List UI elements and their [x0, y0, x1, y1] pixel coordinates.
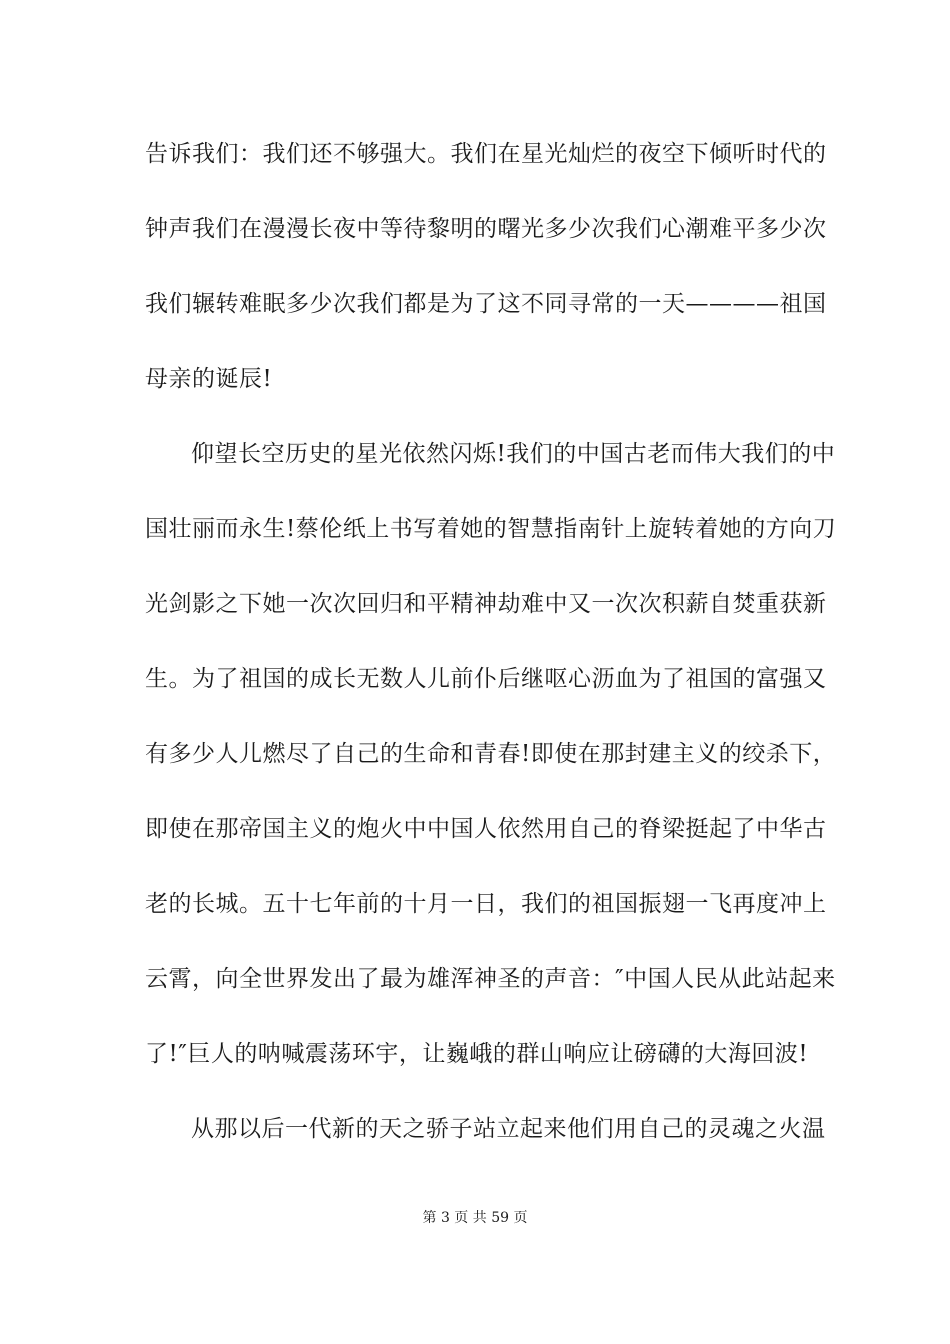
- page-number-footer: 第 3 页 共 59 页: [422, 1210, 528, 1226]
- text-line: 即使在那帝国主义的炮火中中国人依然用自己的脊梁挺起了中华古: [145, 816, 827, 842]
- text-line: 生。为了祖国的成长无数人儿前仆后继呕心沥血为了祖国的富强又: [145, 666, 827, 692]
- text-line: 光剑影之下她一次次回归和平精神劫难中又一次次积薪自焚重获新: [145, 591, 827, 617]
- text-line: 国壮丽而永生!蔡伦纸上书写着她的智慧指南针上旋转着她的方向刀: [145, 516, 837, 542]
- paragraph-start-line: 从那以后一代新的天之骄子站立起来他们用自己的灵魂之火温: [191, 1116, 826, 1142]
- text-line: 钟声我们在漫漫长夜中等待黎明的曙光多少次我们心潮难平多少次: [145, 216, 827, 242]
- paragraph-start-line: 仰望长空历史的星光依然闪烁!我们的中国古老而伟大我们的中: [191, 441, 836, 467]
- text-line: 我们辗转难眠多少次我们都是为了这不同寻常的一天————祖国: [145, 291, 827, 317]
- text-line: 了!″巨人的呐喊震荡环宇，让巍峨的群山响应让磅礴的大海回波!: [145, 1041, 809, 1067]
- text-line: 有多少人儿燃尽了自己的生命和青春!即使在那封建主义的绞杀下，: [145, 741, 837, 767]
- text-line: 老的长城。五十七年前的十月一日，我们的祖国振翅一飞再度冲上: [145, 891, 827, 917]
- text-line: 母亲的诞辰!: [145, 366, 273, 392]
- text-line: 告诉我们：我们还不够强大。我们在星光灿烂的夜空下倾听时代的: [145, 141, 827, 167]
- body-text: [145, 130, 837, 1180]
- text-line: 云霄，向全世界发出了最为雄浑神圣的声音：″中国人民从此站起来: [145, 966, 836, 992]
